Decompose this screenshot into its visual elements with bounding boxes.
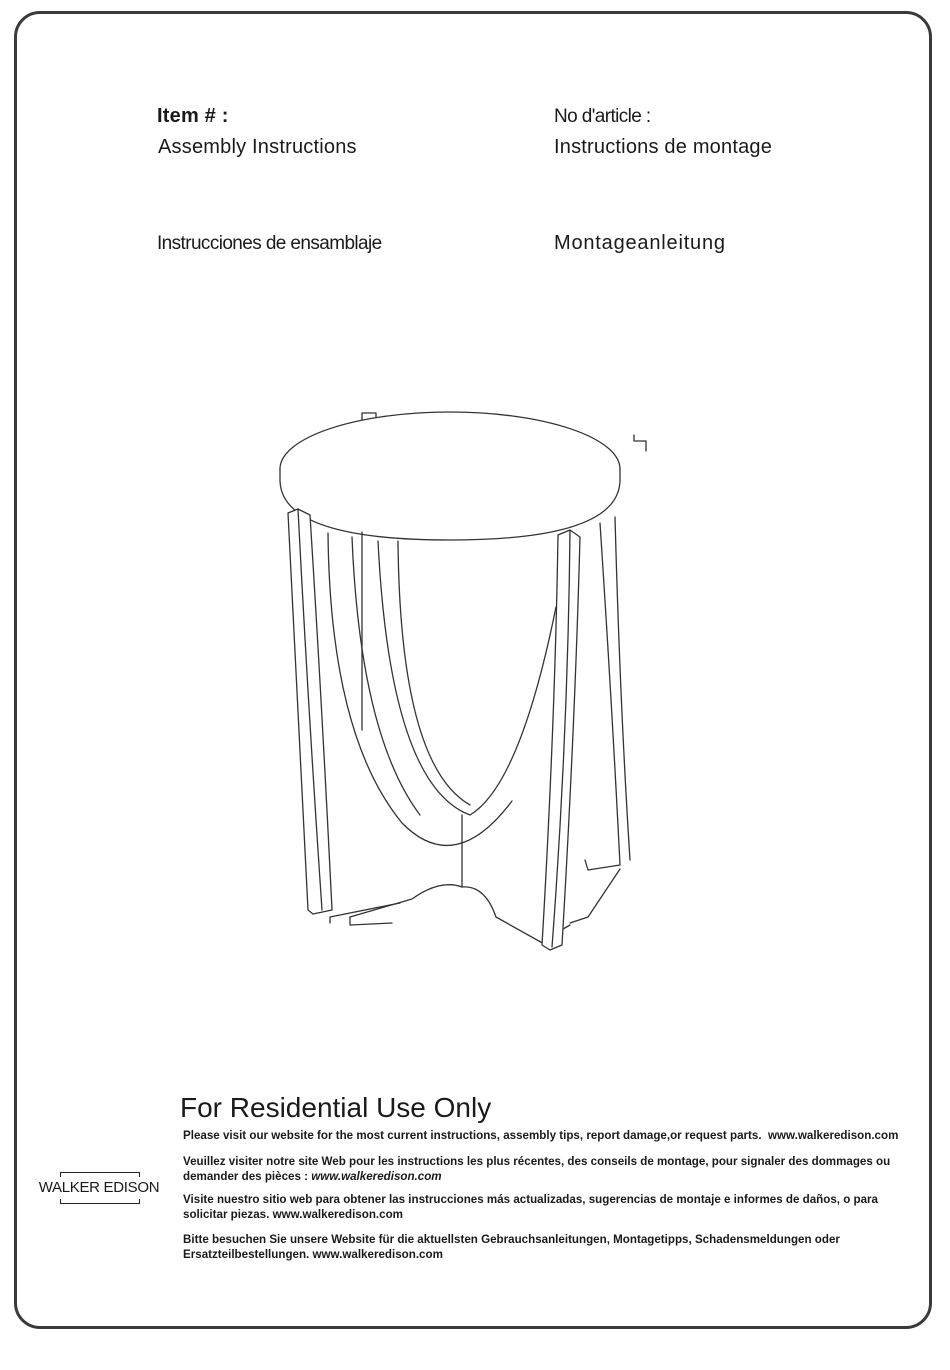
- no-article-label: No d'article :: [554, 106, 651, 127]
- french-website-link[interactable]: www.walkeredison.com: [311, 1170, 442, 1183]
- logo-bracket-bottom: [60, 1199, 140, 1204]
- english-website-text: Please visit our website for the most current instructions, assembly tips, report damage,or request parts.: [183, 1129, 762, 1142]
- montageanleitung-title: Montageanleitung: [554, 232, 726, 254]
- logo-text: WALKER EDISON: [38, 1179, 160, 1196]
- round-side-table-icon: [270, 405, 670, 955]
- french-website-text: Veuillez visiter notre site Web pour les instructions les plus récentes, des conseils de montage, pour signaler des dommages ou demander des pièces :: [183, 1155, 891, 1183]
- logo-bracket-top: [60, 1172, 140, 1177]
- german-website-text: Bitte besuchen Sie unsere Website für die aktuellsten Gebrauchsanleitungen, Montagetipps, Schadensmeldungen oder Ersatzteilbestellungen.: [183, 1233, 840, 1261]
- german-website-notice: [183, 1232, 913, 1262]
- assembly-instructions-title: Assembly Instructions: [158, 136, 357, 158]
- french-website-notice: [183, 1154, 913, 1184]
- instructions-montage-title: Instructions de montage: [554, 136, 773, 158]
- english-website-notice: [183, 1128, 913, 1143]
- instrucciones-ensamblaje-title: Instrucciones de ensamblaje: [157, 233, 382, 254]
- walker-edison-logo: [38, 1172, 160, 1204]
- english-website-link[interactable]: www.walkeredison.com: [768, 1129, 899, 1142]
- spanish-website-text: Visite nuestro sitio web para obtener las instrucciones más actualizadas, sugerencias de montaje e informes de daños, o para solicitar piezas.: [183, 1193, 878, 1221]
- item-number-label: Item # :: [157, 105, 229, 127]
- german-website-link[interactable]: www.walkeredison.com: [312, 1248, 443, 1261]
- spanish-website-notice: [183, 1192, 913, 1222]
- residential-use-title: For Residential Use Only: [180, 1092, 492, 1123]
- spanish-website-link[interactable]: www.walkeredison.com: [272, 1208, 403, 1221]
